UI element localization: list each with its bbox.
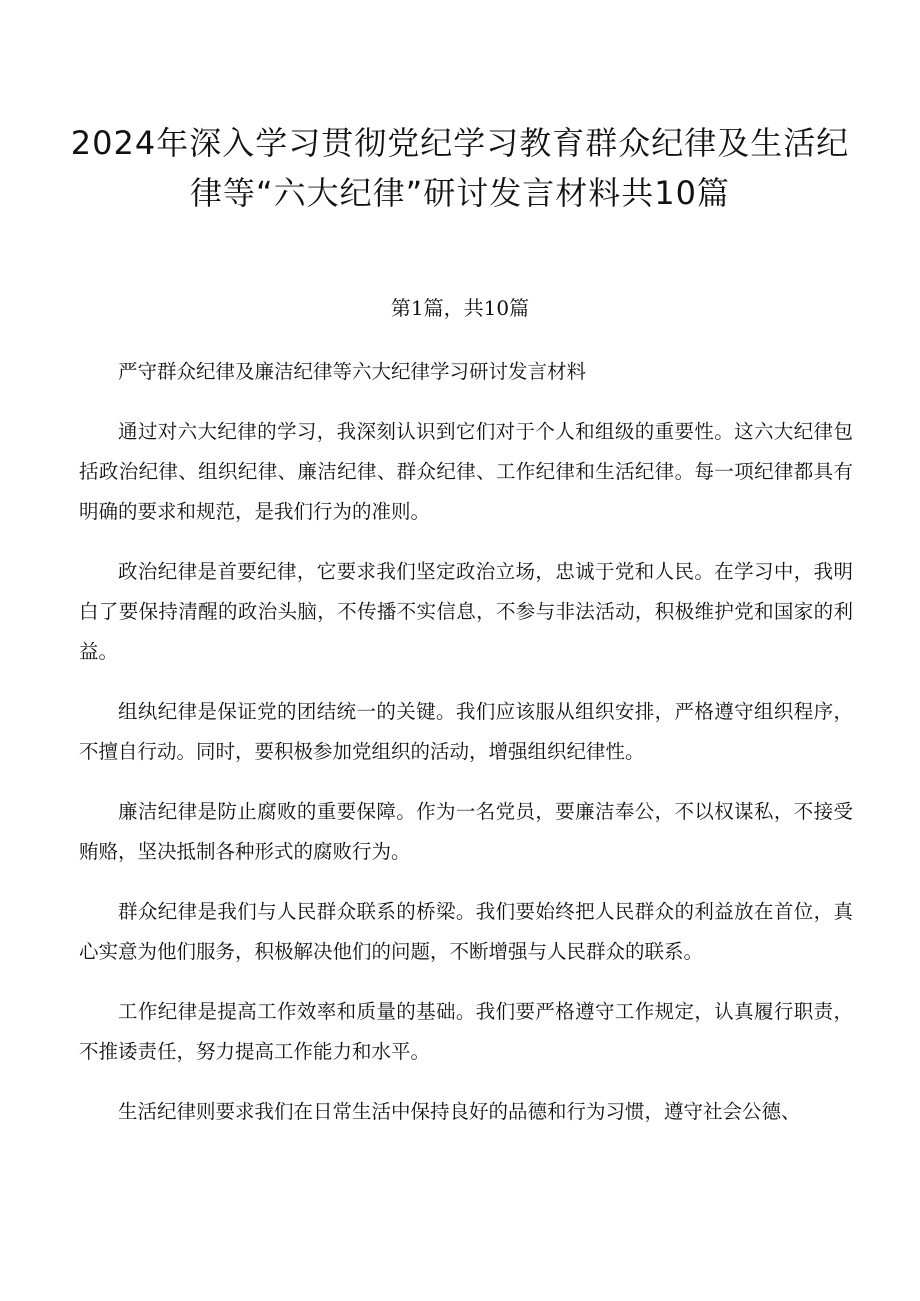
paragraph: 生活纪律则要求我们在日常生活中保持良好的品德和行为习惯，遵守社会公德、 bbox=[118, 1100, 801, 1123]
paragraph: 群众纪律是我们与人民群众联系的桥梁。我们要始终把人民群众的利益放在首位，真心实意为他们服务，积极解决他们的问题，不断增强与人民群众的联系。 bbox=[79, 900, 853, 963]
paragraph: 组纨纪律是保证党的团结统一的关键。我们应该服从组织安排，严格遵守组织程序，不擅自行动。同时，要积极参加党组织的活动，增强组织纪律性。 bbox=[79, 700, 853, 763]
document-title: 2024年深入学习贯彻党纪学习教育群众纪律及生活纪律等“六大纪律”研讨发言材料共10篇 bbox=[70, 124, 850, 212]
paragraph: 通过对六大纪律的学习，我深刻认识到它们对于个人和组级的重要性。这六大纪律包括政治纪律、组织纪律、廉洁纪律、群众纪律、工作纪律和生活纪律。每一项纪律都具有明确的要求和规范，是我们行为的准则。 bbox=[79, 420, 853, 523]
paragraph-subtitle: 严守群众纪律及廉洁纪律等六大纪律学习研讨发言材料 bbox=[118, 360, 587, 383]
paragraph: 工作纪律是提高工作效率和质量的基础。我们要严格遵守工作规定，认真履行职责，不推诿责任，努力提高工作能力和水平。 bbox=[79, 1000, 853, 1063]
paragraph: 廉洁纪律是防止腐败的重要保障。作为一名党员，要廉洁奉公，不以权谋私，不接受贿赂，坚决抵制各种形式的腐败行为。 bbox=[79, 800, 853, 863]
document-body bbox=[79, 352, 853, 1152]
part-heading: 第1篇，共10篇 bbox=[390, 296, 530, 320]
paragraph: 政治纪律是首要纪律，它要求我们坚定政治立场，忠诚于党和人民。在学习中，我明白了要保持清醒的政治头脑，不传播不实信息，不参与非法活动，积极维护党和国家的利益。 bbox=[79, 560, 853, 663]
